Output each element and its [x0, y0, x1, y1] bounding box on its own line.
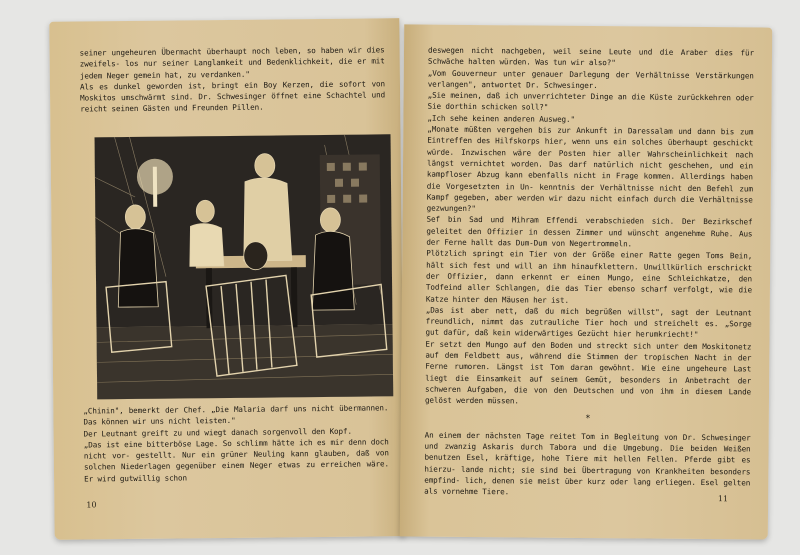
paragraph: Er setzt den Mungo auf den Boden und streckt sich unter dem Moskitonetz auf dem Feldbett aus, während die Stimmen der tropischen Nacht in der Ferne rumoren. Längst ist Tom daran gewöhnt. Wie eine ungeheure Last liegt die Einsamkeit auf seinem Gemüt, besonders in Anbetracht der schweren Aufgaben, die von den Deutschen und von ihm in diesem Lande gelöst werden müssen. — [424, 339, 752, 406]
left-page-top-text — [80, 44, 386, 115]
paragraph: „Monate müßten vergehen bis zur Ankunft in Daressalam und dann bis zum Eintreffen des Hilfskorps hier, wenn uns ein solches überhaupt geschickt würde. Inzwischen wäre der Posten hier aller Wahrscheinlichkeit nach längst vernichtet worden. Das darf natürlich nicht geschehen, und ein kampfloser Abzug kann ebenfalls nicht in Frage kommen. Allerdings haben die Vorgesetzten in Un- kenntnis der Verhältnisse nicht den Befehl zum Kampf gegeben, aber werden wir dazu nicht einfach durch die Verhältnisse gezwungen?" — [426, 124, 754, 214]
paragraph: Der Leutnant greift zu und wiegt danach sorgenvoll den Kopf. — [83, 426, 352, 439]
paragraph: „Das ist aber nett, daß du mich begrüßen willst", sagt der Leutnant freundlich, nimmt das zutrauliche Tier hoch und streichelt es. „Sorge gut dafür, daß kein widerwärtiges Gezücht hier herumkriecht!" — [425, 305, 752, 340]
paragraph: seiner ungeheuren Übermacht überhaupt noch leben, so haben wir dies zweifels- los nur seiner Langlamkeit und Bedenklichkeit, die er mit jedem Neger gemein hat, zu verdanken." — [79, 45, 385, 81]
page-number: 11 — [717, 494, 729, 504]
paragraph: Plötzlich springt ein Tier von der Größe einer Ratte gegen Toms Bein, hält sich fest und will an ihm hinaufklettern. Unwillkürlich erschrickt der Offizier, dann erkennt er einen Mungo, eine Schleichkatze, den Todfeind aller Schlangen, die das Tier ebenso scharf verfolgt, wie die Katze hinter den Mäusen her ist. — [425, 248, 753, 305]
right-page-text — [424, 45, 754, 500]
paragraph: „Ich sehe keinen anderen Ausweg." — [427, 113, 576, 124]
paragraph: An einem der nächsten Tage reitet Tom in Begleitung von Dr. Schwesinger und zwanzig Askaris durch Tabora und die Umgebung. Die beiden Weißen benutzen Esel, kräftige, hohe Tiere mit hellen Fellen. Pferde gibt es hierzu- lande nicht; sie sind bei Übertragung von Krankheiten besonders empfind- lich, denen sie meist über kurz oder lang erliegen. Esel gelten als vornehme Tiere. — [424, 430, 751, 497]
page-number: 10 — [86, 500, 97, 510]
left-page — [49, 18, 404, 540]
illustration-drawing — [95, 134, 394, 399]
paragraph: „Das ist eine bitterböse Lage. So schlimm hätte ich es mir denn doch nicht vor- gestellt. Nur ein grüner Neuling kann glauben, daß von solchen Niederlagen gegenüber einem Neger etwas zu erreichen wäre. Er wird gutwillig schon — [83, 437, 389, 484]
paragraph: Sef bin Sad und Mihram Effendi verabschieden sich. Der Bezirkschef geleitet den Offizier in dessen Zimmer und wünscht angenehme Ruhe. Aus der Ferne hallt das Dum-Dum von Negertrommeln. — [426, 215, 753, 249]
illustration-men-at-table — [95, 134, 394, 399]
right-page — [400, 24, 772, 539]
paragraph: deswegen nicht nachgeben, weil seine Leute und die Araber dies für Schwäche halten würden. Was tun wir also?" — [427, 45, 755, 68]
section-separator: * — [585, 413, 591, 424]
paragraph: „Sie meinen, daß ich unverrichteter Dinge an die Küste zurückkehren oder Sie dorthin schicken soll?" — [427, 90, 754, 113]
left-page-bottom-text — [83, 402, 389, 484]
paragraph: „Chinin", bemerkt der Chef. „Die Malaria darf uns nicht übermannen. Das können wir uns nicht leisten." — [83, 403, 389, 427]
paragraph: „Vom Gouverneur unter genauer Darlegung der Verhältnisse Verstärkungen verlangen", antwortet Dr. Schwesinger. — [427, 68, 754, 90]
paragraph: Als es dunkel geworden ist, bringt ein Boy Kerzen, die sofort von Moskitos umschwärmt sind. Dr. Schwesinger öffnet eine Schachtel und reicht seinen Gästen und Freunden Pillen. — [79, 79, 386, 115]
